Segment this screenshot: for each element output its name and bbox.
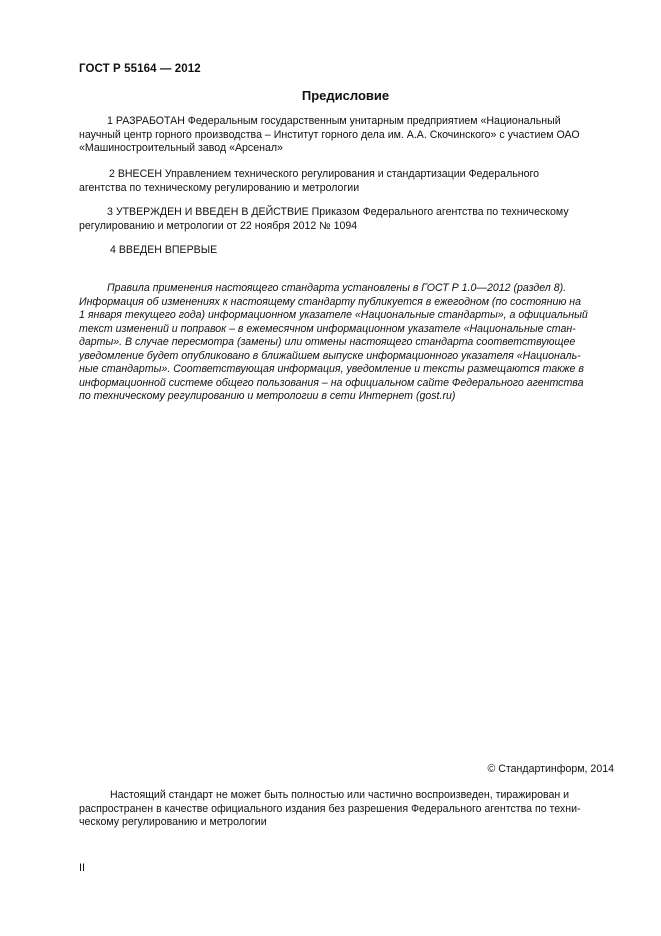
item-2-line-1: 2 ВНЕСЕН Управлением технического регулирования и стандартизации Федерального — [109, 168, 540, 180]
item-4-line-1: 4 ВВЕДЕН ВПЕРВЫЕ — [110, 244, 218, 256]
item-1-line-3: «Машиностроительный завод «Арсенал» — [79, 142, 283, 154]
notice-line-9: по техническому регулированию и метрологии в сети Интернет (gost.ru) — [79, 390, 456, 402]
footer-notice-line-1: Настоящий стандарт не может быть полностью или частично воспроизведен, тиражирован и — [110, 789, 570, 801]
notice-line-4: текст изменений и поправок – в ежемесячном информационном указателе «Национальные стан- — [79, 322, 576, 335]
notice-line-3: 1 января текущего года) информационном указателе «Национальные стандарты», а официальный — [79, 309, 588, 321]
notice-line-6: уведомление будет опубликовано в ближайшем выпуске информационного указателя «Националь- — [79, 349, 581, 362]
notice-line-2: Информация об изменениях к настоящему стандарту публикуется в ежегодном (по состоянию на — [79, 295, 581, 308]
copyright: © Стандартинформ, 2014 — [487, 763, 614, 775]
footer-notice-line-2: распространен в качестве официального издания без разрешения Федерального агентства по техни- — [79, 802, 581, 815]
item-1-line-1: 1 РАЗРАБОТАН Федеральным государственным унитарным предприятием «Национальный — [107, 115, 561, 127]
item-3-line-2: регулированию и метрологии от 22 ноября 2012 № 1094 — [79, 219, 358, 232]
page-title: Предисловие — [301, 88, 390, 103]
page-number: II — [79, 862, 86, 874]
document-id: ГОСТ Р 55164 — 2012 — [79, 63, 201, 75]
item-2-line-2: агентства по техническому регулированию и метрологии — [79, 181, 360, 194]
notice-line-5: дарты». В случае пересмотра (замены) или отмены настоящего стандарта соответствующее — [79, 336, 576, 348]
item-1-line-2: научный центр горного производства – Институт горного дела им. А.А. Скочинского» с участием ОАО — [79, 128, 580, 141]
notice-line-7: ные стандарты». Соответствующая информация, уведомление и тексты размещаются также в — [79, 363, 584, 375]
notice-line-8: информационной системе общего пользования – на официальном сайте Федерального агентства — [79, 376, 584, 389]
notice-line-1: Правила применения настоящего стандарта установлены в ГОСТ Р 1.0—2012 (раздел 8). — [107, 282, 567, 294]
footer-notice-line-3: ческому регулированию и метрологии — [79, 816, 267, 828]
item-3-line-1: 3 УТВЕРЖДЕН И ВВЕДЕН В ДЕЙСТВИЕ Приказом Федерального агентства по техническому — [107, 206, 569, 218]
